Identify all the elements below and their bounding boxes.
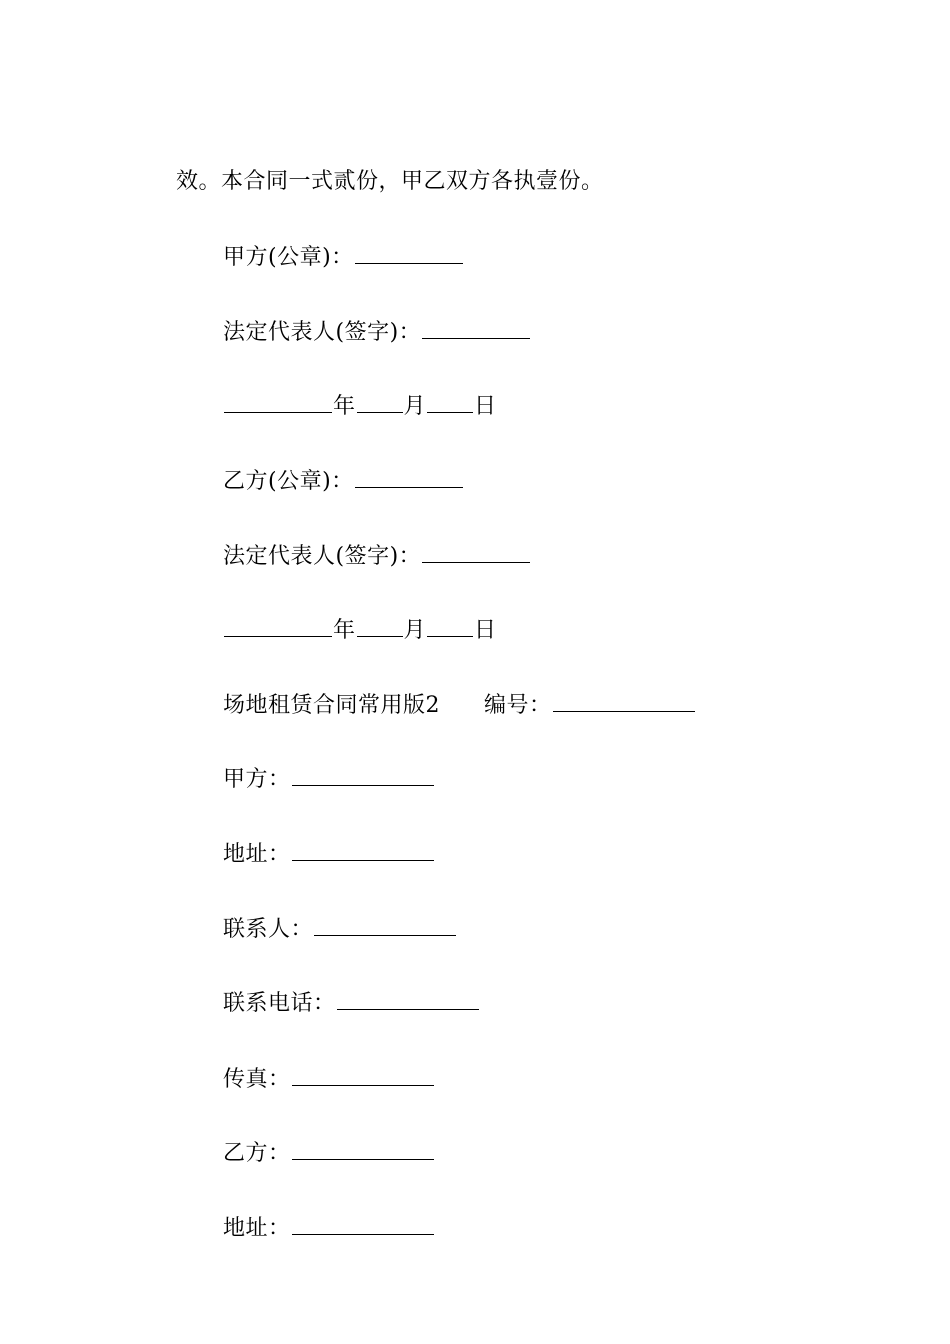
fax-label: 传真：	[222, 1067, 291, 1092]
address-label: 地址：	[222, 1216, 291, 1241]
party-a-month-blank[interactable]	[357, 390, 403, 413]
party-b-label: 乙方：	[222, 1141, 291, 1166]
party-b-seal-label: 乙方(公章)：	[222, 469, 354, 494]
address-b-blank[interactable]	[292, 1212, 434, 1235]
number-label: 编号：	[483, 693, 552, 718]
day-label: 日	[474, 618, 497, 643]
fax-blank[interactable]	[292, 1063, 434, 1086]
phone-blank[interactable]	[337, 987, 479, 1010]
party-b-seal-blank[interactable]	[355, 465, 463, 488]
party-a-day-blank[interactable]	[427, 390, 473, 413]
intro-text: 效。本合同一式贰份，甲乙双方各执壹份。	[175, 169, 604, 194]
contact-label: 联系人：	[222, 917, 313, 942]
party-a-year-blank[interactable]	[224, 390, 332, 413]
year-label: 年	[332, 394, 356, 419]
party-a-blank[interactable]	[292, 763, 434, 786]
address-b-row	[193, 1182, 435, 1274]
party-a-seal-blank[interactable]	[355, 241, 463, 264]
party-a-rep-label: 法定代表人(签字)：	[222, 320, 422, 345]
phone-label: 联系电话：	[222, 991, 336, 1016]
address-a-blank[interactable]	[292, 838, 434, 861]
address-label: 地址：	[222, 842, 291, 867]
day-label: 日	[474, 394, 497, 419]
number-blank[interactable]	[553, 689, 695, 712]
party-b-month-blank[interactable]	[357, 614, 403, 637]
contract-title: 场地租赁合同常用版2	[222, 693, 440, 718]
party-b-rep-blank[interactable]	[422, 540, 530, 563]
month-label: 月	[403, 394, 427, 419]
party-a-seal-label: 甲方(公章)：	[222, 245, 354, 270]
month-label: 月	[403, 618, 427, 643]
party-b-rep-label: 法定代表人(签字)：	[222, 544, 422, 569]
party-a-rep-blank[interactable]	[422, 316, 530, 339]
party-a-label: 甲方：	[222, 767, 291, 792]
year-label: 年	[332, 618, 356, 643]
contact-blank[interactable]	[314, 913, 456, 936]
party-b-blank[interactable]	[292, 1137, 434, 1160]
party-b-year-blank[interactable]	[224, 614, 332, 637]
party-b-day-blank[interactable]	[427, 614, 473, 637]
